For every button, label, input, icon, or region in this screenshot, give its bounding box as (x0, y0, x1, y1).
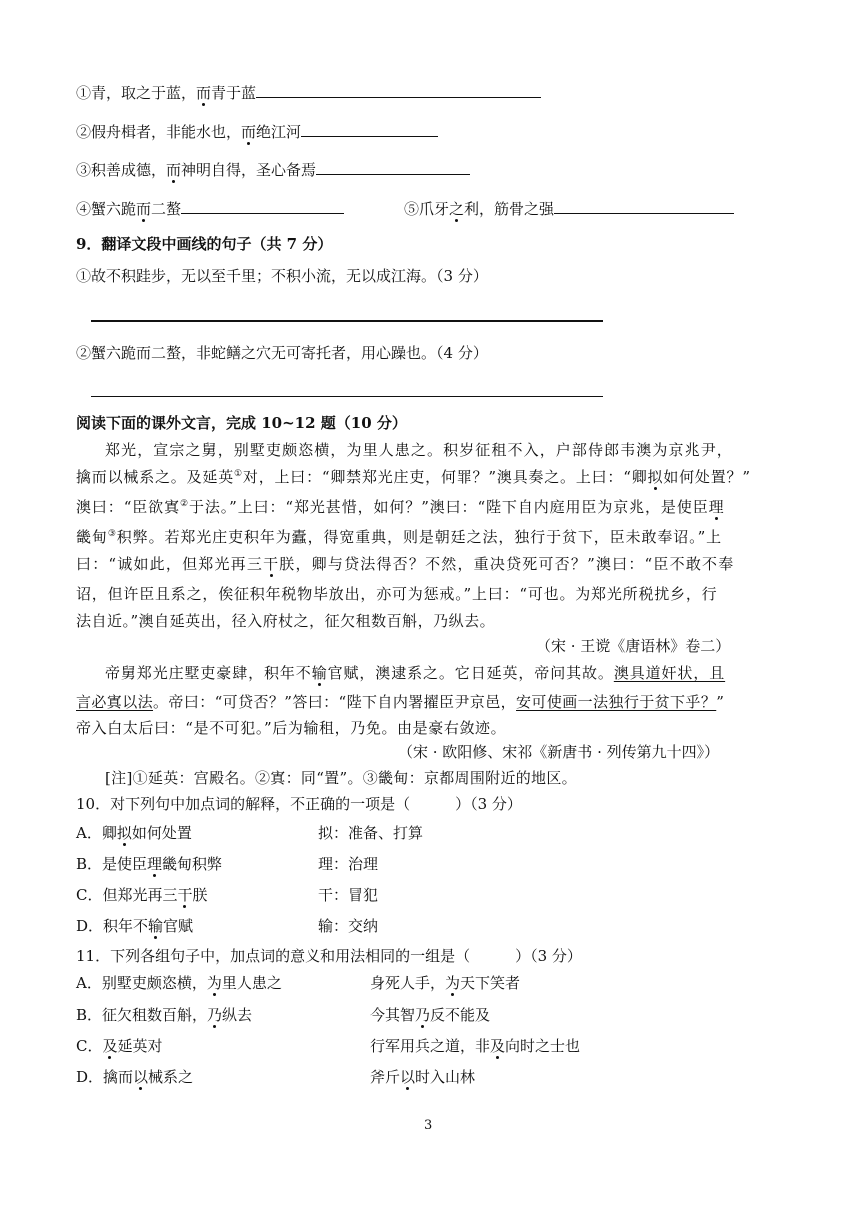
q9-sentence-2: ②蟹六跪而二螯，非蛇鳝之穴无可寄托者，用心躁也。（4 分） (76, 344, 488, 362)
q10-option-a[interactable]: A．卿拟如何处置 (76, 824, 192, 842)
q10-option-c-explanation: 干：冒犯 (318, 886, 379, 904)
q11-option-c[interactable]: C．及延英对 (76, 1037, 163, 1055)
q10-option-c[interactable]: C．但郑光再三干朕 (76, 886, 208, 904)
passage2-source: （宋 · 欧阳修、宋祁《新唐书 · 列传第九十四》） (398, 743, 720, 761)
q8-item-1: ①青，取之于蓝，而青于蓝 (76, 82, 541, 103)
underlined-sentence-1: 言必寘以法 (76, 693, 154, 711)
section-heading: 阅读下面的课外文言，完成 10~12 题（10 分） (76, 414, 407, 432)
passage1-line-3: 澳曰：“臣欲寘②于法。”上曰：“郑光甚惜，如何？”澳曰：“陛下自内庭用臣为京兆，是使臣理 (76, 498, 725, 516)
q9-sentence-1: ①故不积跬步，无以至千里；不积小流，无以成江海。（3 分） (76, 267, 488, 285)
passage1-line-7: 法自近。”澳自延英出，径入府杖之，征欠租数百斛，乃纵去。 (76, 612, 496, 630)
q11-option-a-compare: 身死人手，为天下笑者 (370, 974, 521, 992)
passage1-line-5: 曰：“诚如此，但郑光再三干朕，卿与贷法得否？不然，重决贷死可否？”澳曰：“臣不敢不奉 (76, 555, 735, 573)
passage1-line-2: 擒而以械系之。及延英①对，上曰：“卿禁郑光庄吏，何罪？”澳具奏之。上曰：“卿拟如何处置？” (76, 468, 751, 486)
answer-blank[interactable] (316, 159, 470, 175)
q8-item-4: ④蟹六跪而二螯 (76, 198, 344, 219)
q11-option-d[interactable]: D．擒而以械系之 (76, 1068, 194, 1086)
annotation-note: [注]①延英：宫殿名。②寘：同“置”。③畿甸：京都周围附近的地区。 (105, 769, 577, 787)
q11-option-c-compare: 行军用兵之道，非及向时之士也 (370, 1037, 581, 1055)
answer-blank[interactable] (554, 198, 734, 214)
answer-line[interactable] (91, 396, 603, 397)
q8-item-2: ②假舟楫者，非能水也，而绝江河 (76, 121, 438, 142)
q10-option-d[interactable]: D．积年不输官赋 (76, 917, 194, 935)
passage1-source: （宋 · 王谠《唐语林》卷二） (536, 637, 731, 655)
q10-option-b-explanation: 理：治理 (318, 855, 379, 873)
q9-heading: 9．翻译文段中画线的句子（共 7 分） (76, 235, 333, 253)
page-number: 3 (424, 1118, 433, 1133)
q10-option-d-explanation: 输：交纳 (318, 917, 379, 935)
q11-option-b-compare: 今其智乃反不能及 (370, 1006, 491, 1024)
q11-stem: 11．下列各组句子中，加点词的意义和用法相同的一组是（ ）（3 分） (76, 947, 582, 965)
answer-line[interactable] (91, 320, 603, 322)
passage2-line-1: 帝舅郑光庄墅吏豪肆，积年不输官赋，澳逮系之。它日延英，帝问其故。澳具道奸状，且 (105, 664, 726, 682)
answer-blank[interactable] (301, 121, 438, 137)
q10-stem: 10．对下列句中加点词的解释，不正确的一项是（ ）（3 分） (76, 795, 522, 813)
passage2-line-2: 言必寘以法。帝曰：“可贷否？”答曰：“陛下自内署擢臣尹京邑，安可使画一法独行于贫下乎？” (76, 693, 725, 711)
passage1-line-1: 郑光，宣宗之舅，别墅吏颇恣横，为里人患之。积岁征租不入，户部侍郎韦澳为京兆尹， (105, 441, 733, 459)
q11-option-d-compare: 斧斤以时入山林 (370, 1068, 476, 1086)
q10-option-b[interactable]: B．是使臣理畿甸积弊 (76, 855, 223, 873)
answer-blank[interactable] (256, 82, 541, 98)
underlined-sentence-2: 安可使画一法独行于贫下乎？ (516, 693, 717, 711)
q10-option-a-explanation: 拟：准备、打算 (318, 824, 424, 842)
underlined-sentence-1: 澳具道奸状，且 (613, 664, 726, 682)
q11-option-b[interactable]: B．征欠租数百斛，乃纵去 (76, 1006, 253, 1024)
q11-option-a[interactable]: A．别墅吏颇恣横，为里人患之 (76, 974, 282, 992)
q8-item-5: ⑤爪牙之利，筋骨之强 (404, 198, 734, 219)
passage2-line-3: 帝入白太后曰：“是不可犯。”后为输租，乃免。由是豪右敛迹。 (76, 719, 507, 737)
answer-blank[interactable] (181, 198, 344, 214)
q8-item-3: ③积善成德，而神明自得，圣心备焉 (76, 159, 470, 180)
passage1-line-6: 诏，但许臣且系之，俟征积年税物毕放出，亦可为惩戒。”上曰：“可也。为郑光所税扰乡，行 (76, 585, 718, 603)
passage1-line-4: 畿甸③积弊。若郑光庄吏积年为蠹，得宽重典，则是朝廷之法，独行于贫下，臣未敢奉诏。”上 (76, 528, 723, 546)
